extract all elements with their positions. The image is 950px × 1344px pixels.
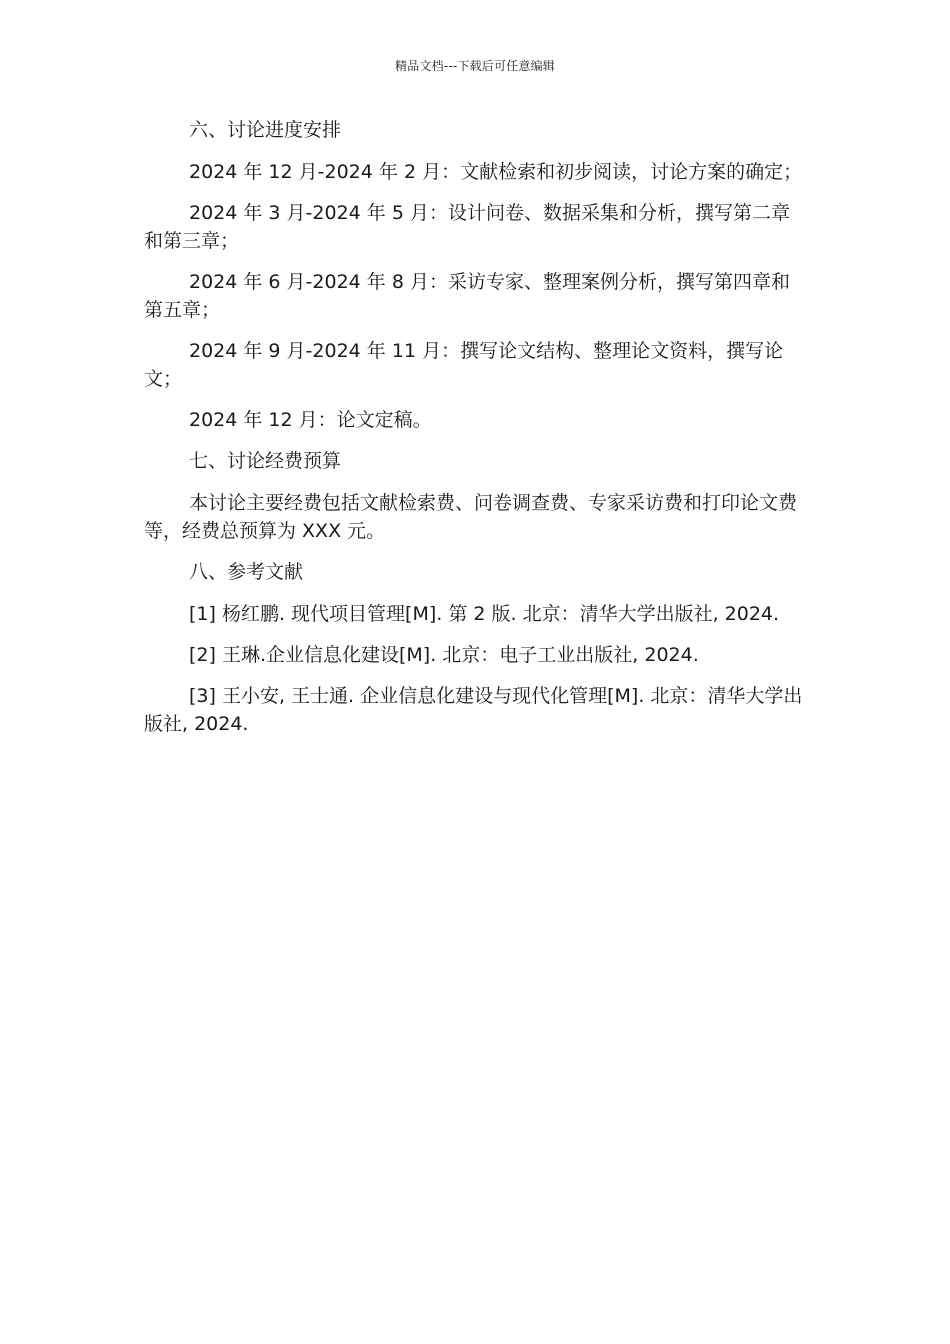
page-header: 精品文档---下载后可任意编辑	[395, 59, 555, 73]
schedule-item: 2024 年 6 月-2024 年 8 月：采访专家、整理案例分析，撰写第四章和第五章；	[144, 271, 790, 321]
schedule-item: 2024 年 9 月-2024 年 11 月：撰写论文结构、整理论文资料，撰写论文；	[144, 340, 784, 390]
reference-item: [2] 王琳.企业信息化建设[M]. 北京：电子工业出版社, 2024.	[189, 644, 699, 666]
reference-item: [1] 杨红鹏. 现代项目管理[M]. 第 2 版. 北京：清华大学出版社, 2024.	[189, 603, 780, 625]
schedule-item: 2024 年 3 月-2024 年 5 月：设计问卷、数据采集和分析，撰写第二章和第三章；	[144, 202, 790, 252]
budget-text: 本讨论主要经费包括文献检索费、问卷调查费、专家采访费和打印论文费等，经费总预算为 XXX 元。	[144, 492, 798, 542]
reference-item: [3] 王小安, 王士通. 企业信息化建设与现代化管理[M]. 北京：清华大学出版社, 2024.	[144, 685, 803, 735]
document-body	[144, 116, 806, 751]
section-heading-references: 八、参考文献	[189, 561, 304, 583]
section-heading-budget: 七、讨论经费预算	[189, 450, 342, 472]
section-heading-schedule: 六、讨论进度安排	[189, 119, 342, 141]
schedule-item: 2024 年 12 月：论文定稿。	[189, 409, 432, 431]
schedule-item: 2024 年 12 月-2024 年 2 月：文献检索和初步阅读，讨论方案的确定；	[189, 161, 803, 183]
